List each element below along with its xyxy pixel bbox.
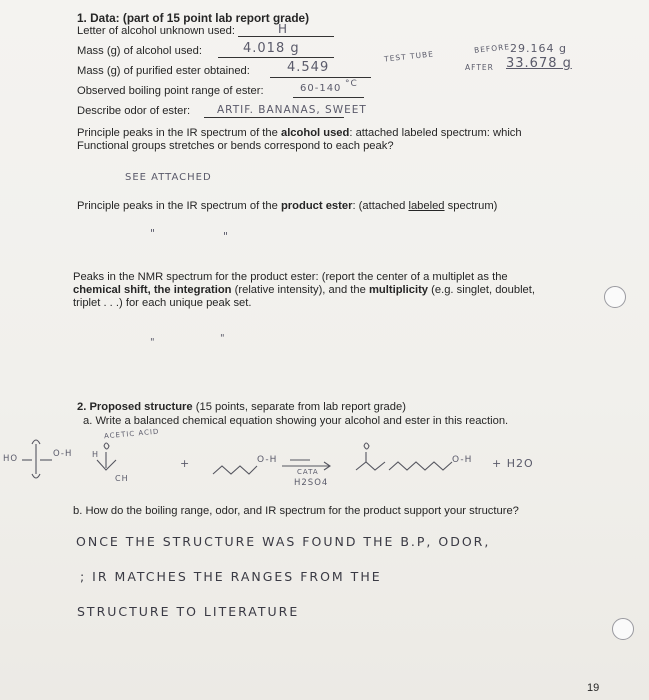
answer-b-line3: STRUCTURE TO LITERATURE <box>77 604 300 619</box>
page-number: 19 <box>587 682 600 694</box>
ir-alcohol-question-line2: Functional groups stretches or bends correspond to each peak? <box>77 140 394 152</box>
catalyst-top-label: CATA <box>297 468 319 476</box>
ir-alcohol-q-part1: Principle peaks in the IR spectrum of the <box>77 127 278 139</box>
ir-ester-ditto-2: " <box>223 230 230 243</box>
part-a-question: a. Write a balanced chemical equation showing your alcohol and ester in this reaction. <box>83 415 509 427</box>
nmr-question-line3: triplet . . .) for each unique peak set. <box>73 297 252 309</box>
boiling-range-unit: °C <box>345 79 358 89</box>
alcohol-mass-label: Mass (g) of alcohol used: <box>77 45 202 57</box>
ir-ester-q-labeled: labeled <box>408 200 445 212</box>
nmr-examples: (e.g. singlet, doublet, <box>428 284 536 296</box>
alcohol-letter-label: Letter of alcohol unknown used: <box>77 25 235 37</box>
nmr-integration: the integration <box>153 284 232 296</box>
alcohol-oh: O-H <box>257 455 278 465</box>
left-bottom-o <box>32 474 40 478</box>
reaction-ch: CH <box>115 474 129 483</box>
ester-left <box>356 462 385 470</box>
ir-ester-q-bold: product ester <box>280 200 353 212</box>
reaction-ho: HO <box>3 454 19 464</box>
reaction-plus1: + <box>180 457 191 470</box>
section1-heading: 1. Data: (part of 15 point lab report grade) <box>77 11 310 25</box>
acetic-acid-label: ACETIC ACID <box>103 427 160 441</box>
ir-alcohol-q-part2: : attached labeled spectrum: which <box>349 127 522 139</box>
ir-ester-ditto-1: " <box>150 227 157 240</box>
ir-alcohol-q-bold: alcohol used <box>280 127 350 139</box>
reaction-h1: H <box>92 450 100 459</box>
test-tube-label: TEST TUBE <box>383 49 435 64</box>
odor-answer: ARTIF. BANANAS, SWEET <box>217 104 367 116</box>
part-b-question: b. How do the boiling range, odor, and IR spectrum for the product support your structure? <box>73 505 519 517</box>
alcohol-mass-answer: 4.018 g <box>243 41 300 56</box>
answer-b-line1: ONCE THE STRUCTURE WAS FOUND THE B.P, ODOR, <box>76 534 491 549</box>
nmr-multiplicity: multiplicity <box>368 284 429 296</box>
after-label: AFTER <box>465 63 494 72</box>
alcohol-letter-answer: H <box>278 22 289 36</box>
ester-chain <box>389 462 452 470</box>
nmr-chemical-shift: chemical shift <box>73 284 148 296</box>
product-oh: O-H <box>452 455 473 465</box>
nmr-question-line1: Peaks in the NMR spectrum for the product ester: (report the center of a multiplet as the <box>73 271 508 283</box>
ester-mass-answer: 4.549 <box>287 60 330 75</box>
nmr-ditto-2: " <box>220 333 226 344</box>
nmr-relative: (relative intensity), and the <box>231 284 366 296</box>
ir-alcohol-answer: SEE ATTACHED <box>125 172 212 183</box>
ester-o <box>364 443 369 449</box>
reaction-left-oh: O-H <box>53 449 73 459</box>
boiling-range-answer: 60-140 <box>300 83 342 94</box>
catalyst-label: H2SO4 <box>294 478 329 488</box>
before-label: BEFORE <box>473 42 511 55</box>
boiling-range-label: Observed boiling point range of ester: <box>77 85 264 97</box>
section2-heading-rest: (15 points, separate from lab report grade) <box>192 401 406 413</box>
answer-b-line2: ; IR MATCHES THE RANGES FROM THE <box>80 569 382 584</box>
nmr-ditto-1: " <box>150 337 156 348</box>
after-mass: 33.678 g <box>506 56 572 71</box>
ir-ester-q-part1: Principle peaks in the IR spectrum of the <box>77 200 278 212</box>
reaction-plus-water: + H2O <box>492 457 534 470</box>
ester-mass-label: Mass (g) of purified ester obtained: <box>77 65 250 77</box>
before-mass: 29.164 g <box>510 42 567 55</box>
ir-ester-q-part4: spectrum) <box>444 200 498 212</box>
left-top-o <box>32 440 40 444</box>
section2-heading-bold: 2. Proposed structure <box>77 401 193 413</box>
odor-label: Describe odor of ester: <box>77 105 191 117</box>
ir-ester-q-part2: : (attached <box>352 200 406 212</box>
alcohol-zigzag <box>213 466 257 474</box>
acid-o <box>104 443 109 449</box>
nmr-comma: , <box>147 284 151 296</box>
